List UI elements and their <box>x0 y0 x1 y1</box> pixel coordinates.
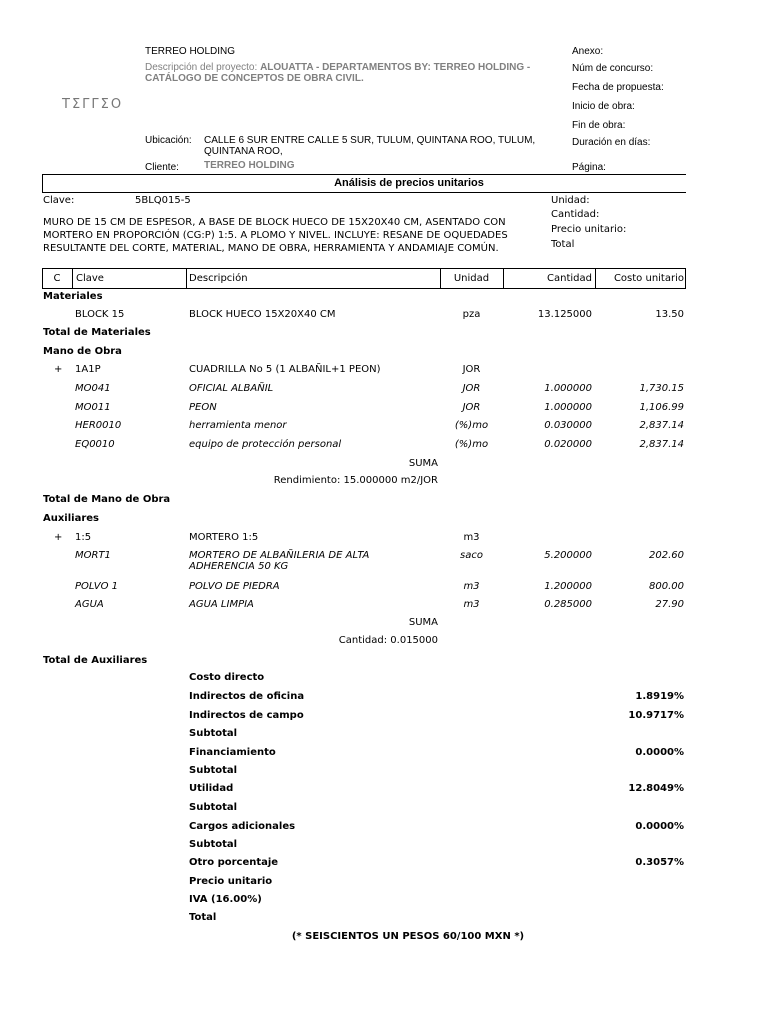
summary-label: Utilidad <box>189 783 234 794</box>
row-clave: 1:5 <box>75 532 92 543</box>
row-clave: MORT1 <box>75 550 111 561</box>
row-unidad: JOR <box>462 402 481 413</box>
summary-label: Otro porcentaje <box>189 857 279 868</box>
desc-value-2: CATÁLOGO DE CONCEPTOS DE OBRA CIVIL. <box>145 73 364 84</box>
clave-label: Clave: <box>43 195 75 206</box>
summary-value: 0.3057% <box>635 857 684 868</box>
row-cantidad: 13.125000 <box>537 309 592 320</box>
row-clave: HER0010 <box>75 420 122 431</box>
row-costo: 27.90 <box>655 599 684 610</box>
row-desc: CUADRILLA No 5 (1 ALBAÑIL+1 PEON) <box>189 364 381 375</box>
page-title: Análisis de precios unitarios <box>334 177 484 189</box>
summary-label: Precio unitario <box>189 876 273 887</box>
row-unidad: (%)mo <box>454 439 489 450</box>
row-unidad: saco <box>460 550 483 561</box>
summary-value: 0.0000% <box>635 747 684 758</box>
row-desc: OFICIAL ALBAÑIL <box>189 383 274 394</box>
th-unidad: Unidad <box>453 273 490 284</box>
section-mano-obra: Mano de Obra <box>43 346 122 357</box>
row-unidad: JOR <box>462 383 481 394</box>
concurso-label: Núm de concurso: <box>572 63 654 74</box>
summary-label: Subtotal <box>189 802 238 813</box>
desc-value-1: ALOUATTA - DEPARTAMENTOS BY: TERREO HOLDING - <box>260 62 531 73</box>
summary-label: Indirectos de oficina <box>189 691 305 702</box>
concept-line-3: RESULTANTE DEL CORTE, MATERIAL, MANO DE OBRA, HERRAMIENTA Y ANDAMIAJE COMÚN. <box>43 243 499 254</box>
row-unidad: m3 <box>463 532 480 543</box>
row-costo: 202.60 <box>649 550 684 561</box>
row-desc: MORTERO 1:5 <box>189 532 259 543</box>
summary-value: 0.0000% <box>635 821 684 832</box>
row-desc: POLVO DE PIEDRA <box>189 581 280 592</box>
row-cantidad: 1.200000 <box>544 581 592 592</box>
row-cantidad: 0.285000 <box>544 599 592 610</box>
summary-label: Cargos adicionales <box>189 821 296 832</box>
th-costo: Costo unitario <box>613 273 684 284</box>
row-cantidad: 5.200000 <box>544 550 592 561</box>
row-desc: herramienta menor <box>189 420 287 431</box>
row-costo: 13.50 <box>655 309 684 320</box>
col-divider <box>72 268 73 289</box>
row-costo: 2,837.14 <box>639 420 684 431</box>
amount-in-words: (* SEISCIENTOS UN PESOS 60/100 MXN *) <box>291 931 525 942</box>
row-unidad: m3 <box>463 599 480 610</box>
row-costo: 1,730.15 <box>639 383 684 394</box>
cliente-label: Cliente: <box>145 162 179 173</box>
unidad-label: Unidad: <box>551 195 590 206</box>
cliente-value: TERREO HOLDING <box>204 160 295 171</box>
ubicacion-label: Ubicación: <box>145 135 192 146</box>
summary-label: Financiamiento <box>189 747 276 758</box>
fecha-propuesta-label: Fecha de propuesta: <box>572 82 664 93</box>
summary-value: 1.8919% <box>635 691 684 702</box>
total-auxiliares: Total de Auxiliares <box>43 655 148 666</box>
summary-label: Subtotal <box>189 839 238 850</box>
summary-label: Subtotal <box>189 728 238 739</box>
company-name: TERREO HOLDING <box>145 46 236 57</box>
clave-value: 5BLQ015-5 <box>135 195 191 206</box>
aux-cantidad: Cantidad: 0.015000 <box>338 635 438 646</box>
row-clave: EQ0010 <box>75 439 115 450</box>
row-clave: 1A1P <box>75 364 101 375</box>
precio-unitario-label: Precio unitario: <box>551 224 627 235</box>
total-materiales: Total de Materiales <box>43 327 151 338</box>
expand-marker: + <box>54 364 63 375</box>
summary-label: Subtotal <box>189 765 238 776</box>
pagina-label: Página: <box>572 162 606 173</box>
row-desc: equipo de protección personal <box>189 439 342 450</box>
section-auxiliares: Auxiliares <box>43 513 100 524</box>
rendimiento: Rendimiento: 15.000000 m2/JOR <box>273 475 438 486</box>
row-unidad: (%)mo <box>454 420 489 431</box>
total-label: Total <box>551 239 575 250</box>
th-cantidad: Cantidad <box>547 273 592 284</box>
col-divider <box>186 268 187 289</box>
row-clave: MO011 <box>75 402 111 413</box>
row-desc-cont: ADHERENCIA 50 KG <box>189 561 289 572</box>
inicio-obra-label: Inicio de obra: <box>572 101 635 112</box>
concept-line-1: MURO DE 15 CM DE ESPESOR, A BASE DE BLOCK HUECO DE 15X20X40 CM, ASENTADO CON <box>43 217 506 228</box>
duracion-label: Duración en días: <box>572 137 651 148</box>
row-costo: 800.00 <box>649 581 684 592</box>
th-c: C <box>53 273 61 284</box>
summary-label: Total <box>189 912 217 923</box>
row-costo: 1,106.99 <box>639 402 684 413</box>
row-clave: MO041 <box>75 383 111 394</box>
suma-label: SUMA <box>408 617 438 628</box>
row-unidad: JOR <box>462 364 481 375</box>
total-mano-obra: Total de Mano de Obra <box>43 494 171 505</box>
project-description <box>145 62 530 73</box>
company-logo: TΣΓΓΣO <box>62 97 124 112</box>
row-cantidad: 1.000000 <box>544 402 592 413</box>
row-costo: 2,837.14 <box>639 439 684 450</box>
section-materiales: Materiales <box>43 291 103 302</box>
summary-value: 12.8049% <box>628 783 684 794</box>
row-clave: POLVO 1 <box>75 581 118 592</box>
row-desc: PEON <box>189 402 217 413</box>
summary-label: Costo directo <box>189 672 265 683</box>
summary-label: IVA (16.00%) <box>189 894 262 905</box>
cantidad-label: Cantidad: <box>551 209 600 220</box>
anexo-label: Anexo: <box>572 46 604 57</box>
row-cantidad: 1.000000 <box>544 383 592 394</box>
summary-label: Indirectos de campo <box>189 710 304 721</box>
desc-label: Descripción del proyecto: <box>145 62 258 73</box>
th-descripcion: Descripción <box>189 273 248 284</box>
fin-obra-label: Fin de obra: <box>572 120 626 131</box>
th-clave: Clave <box>76 273 104 284</box>
suma-label: SUMA <box>408 458 438 469</box>
row-unidad: pza <box>462 309 481 320</box>
row-cantidad: 0.030000 <box>544 420 592 431</box>
row-clave: AGUA <box>75 599 104 610</box>
row-desc: MORTERO DE ALBAÑILERIA DE ALTA <box>189 550 370 561</box>
row-clave: BLOCK 15 <box>75 309 125 320</box>
expand-marker: + <box>54 532 63 543</box>
concept-line-2: MORTERO EN PROPORCIÓN (CG:P) 1:5. A PLOMO Y NIVEL. INCLUYE: RESANE DE OQUEDADES <box>43 230 508 241</box>
row-desc: BLOCK HUECO 15X20X40 CM <box>189 309 336 320</box>
ubicacion-value-2: QUINTANA ROO, <box>204 146 283 157</box>
ubicacion-value-1: CALLE 6 SUR ENTRE CALLE 5 SUR, TULUM, QUINTANA ROO, TULUM, <box>204 135 536 146</box>
row-unidad: m3 <box>463 581 480 592</box>
row-desc: AGUA LIMPIA <box>189 599 254 610</box>
summary-value: 10.9717% <box>628 710 684 721</box>
row-cantidad: 0.020000 <box>544 439 592 450</box>
